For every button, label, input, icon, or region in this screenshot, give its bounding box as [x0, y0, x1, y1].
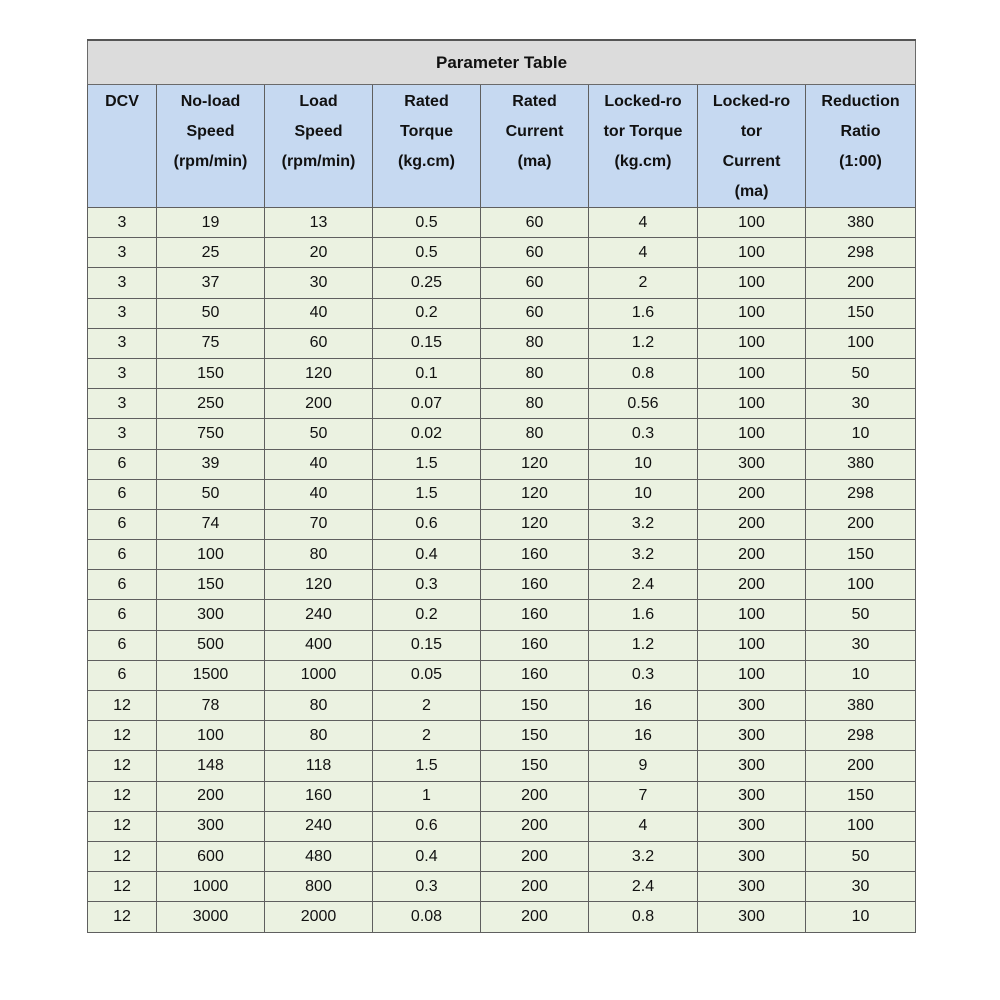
cell-load-speed: 80 [265, 540, 373, 570]
cell-no-load-speed: 50 [157, 479, 265, 509]
cell-rated-torque: 0.2 [373, 600, 481, 630]
cell-dcv: 3 [88, 389, 157, 419]
cell-locked-rotor-current: 100 [698, 298, 806, 328]
cell-dcv: 6 [88, 600, 157, 630]
cell-locked-rotor-torque: 1.2 [589, 328, 698, 358]
cell-reduction-ratio: 10 [806, 902, 916, 932]
cell-rated-torque: 1 [373, 781, 481, 811]
cell-no-load-speed: 50 [157, 298, 265, 328]
cell-reduction-ratio: 100 [806, 570, 916, 600]
cell-rated-current: 200 [481, 841, 589, 871]
table-row [88, 238, 916, 268]
cell-load-speed: 400 [265, 630, 373, 660]
cell-no-load-speed: 150 [157, 358, 265, 388]
cell-rated-current: 150 [481, 691, 589, 721]
cell-dcv: 3 [88, 268, 157, 298]
cell-load-speed: 120 [265, 570, 373, 600]
cell-locked-rotor-torque: 10 [589, 479, 698, 509]
cell-rated-current: 200 [481, 872, 589, 902]
cell-dcv: 12 [88, 691, 157, 721]
cell-locked-rotor-torque: 4 [589, 811, 698, 841]
cell-load-speed: 80 [265, 721, 373, 751]
cell-reduction-ratio: 100 [806, 328, 916, 358]
table-header-row [88, 85, 916, 208]
cell-reduction-ratio: 380 [806, 691, 916, 721]
cell-reduction-ratio: 380 [806, 208, 916, 238]
cell-reduction-ratio: 50 [806, 358, 916, 388]
cell-rated-torque: 1.5 [373, 449, 481, 479]
cell-no-load-speed: 25 [157, 238, 265, 268]
cell-locked-rotor-current: 200 [698, 570, 806, 600]
cell-load-speed: 240 [265, 811, 373, 841]
cell-locked-rotor-torque: 1.6 [589, 600, 698, 630]
cell-locked-rotor-torque: 1.6 [589, 298, 698, 328]
cell-no-load-speed: 3000 [157, 902, 265, 932]
cell-locked-rotor-current: 300 [698, 841, 806, 871]
cell-locked-rotor-torque: 3.2 [589, 540, 698, 570]
cell-reduction-ratio: 150 [806, 540, 916, 570]
cell-rated-torque: 0.3 [373, 872, 481, 902]
cell-dcv: 12 [88, 781, 157, 811]
cell-locked-rotor-torque: 2.4 [589, 872, 698, 902]
cell-locked-rotor-torque: 0.56 [589, 389, 698, 419]
cell-locked-rotor-current: 300 [698, 721, 806, 751]
cell-reduction-ratio: 380 [806, 449, 916, 479]
cell-load-speed: 118 [265, 751, 373, 781]
cell-reduction-ratio: 200 [806, 751, 916, 781]
cell-load-speed: 240 [265, 600, 373, 630]
cell-dcv: 12 [88, 902, 157, 932]
cell-no-load-speed: 300 [157, 600, 265, 630]
cell-no-load-speed: 100 [157, 540, 265, 570]
cell-dcv: 3 [88, 328, 157, 358]
cell-rated-current: 200 [481, 781, 589, 811]
cell-reduction-ratio: 298 [806, 238, 916, 268]
cell-load-speed: 160 [265, 781, 373, 811]
cell-reduction-ratio: 30 [806, 389, 916, 419]
cell-rated-current: 60 [481, 268, 589, 298]
cell-no-load-speed: 19 [157, 208, 265, 238]
cell-rated-torque: 0.15 [373, 630, 481, 660]
cell-rated-current: 200 [481, 902, 589, 932]
cell-rated-current: 80 [481, 358, 589, 388]
cell-dcv: 6 [88, 660, 157, 690]
cell-dcv: 6 [88, 630, 157, 660]
cell-locked-rotor-torque: 0.3 [589, 419, 698, 449]
cell-locked-rotor-torque: 0.8 [589, 358, 698, 388]
cell-locked-rotor-current: 100 [698, 268, 806, 298]
cell-reduction-ratio: 30 [806, 630, 916, 660]
cell-rated-torque: 0.6 [373, 509, 481, 539]
cell-no-load-speed: 78 [157, 691, 265, 721]
cell-locked-rotor-current: 300 [698, 449, 806, 479]
cell-rated-torque: 2 [373, 691, 481, 721]
cell-locked-rotor-current: 100 [698, 630, 806, 660]
cell-rated-torque: 0.4 [373, 841, 481, 871]
cell-no-load-speed: 148 [157, 751, 265, 781]
cell-dcv: 3 [88, 238, 157, 268]
cell-locked-rotor-torque: 3.2 [589, 509, 698, 539]
cell-locked-rotor-current: 300 [698, 902, 806, 932]
cell-reduction-ratio: 50 [806, 841, 916, 871]
table-row [88, 208, 916, 238]
table-row [88, 540, 916, 570]
cell-rated-torque: 0.2 [373, 298, 481, 328]
cell-rated-current: 160 [481, 570, 589, 600]
cell-load-speed: 13 [265, 208, 373, 238]
cell-load-speed: 20 [265, 238, 373, 268]
cell-load-speed: 120 [265, 358, 373, 388]
table-row [88, 449, 916, 479]
table-row [88, 660, 916, 690]
table-row [88, 389, 916, 419]
cell-locked-rotor-current: 300 [698, 691, 806, 721]
cell-dcv: 3 [88, 208, 157, 238]
table-row [88, 419, 916, 449]
table-row [88, 328, 916, 358]
cell-rated-torque: 0.25 [373, 268, 481, 298]
cell-locked-rotor-torque: 9 [589, 751, 698, 781]
cell-rated-torque: 0.07 [373, 389, 481, 419]
cell-rated-current: 80 [481, 328, 589, 358]
cell-reduction-ratio: 10 [806, 660, 916, 690]
cell-no-load-speed: 200 [157, 781, 265, 811]
cell-dcv: 3 [88, 419, 157, 449]
cell-rated-torque: 2 [373, 721, 481, 751]
cell-dcv: 12 [88, 751, 157, 781]
cell-locked-rotor-current: 100 [698, 389, 806, 419]
cell-locked-rotor-torque: 10 [589, 449, 698, 479]
cell-rated-current: 160 [481, 600, 589, 630]
cell-rated-torque: 0.15 [373, 328, 481, 358]
table-row [88, 570, 916, 600]
cell-load-speed: 40 [265, 298, 373, 328]
cell-rated-torque: 0.5 [373, 208, 481, 238]
cell-rated-current: 120 [481, 509, 589, 539]
table-row [88, 872, 916, 902]
cell-locked-rotor-current: 100 [698, 208, 806, 238]
cell-rated-torque: 0.08 [373, 902, 481, 932]
cell-load-speed: 60 [265, 328, 373, 358]
cell-locked-rotor-torque: 1.2 [589, 630, 698, 660]
cell-rated-current: 80 [481, 419, 589, 449]
cell-no-load-speed: 39 [157, 449, 265, 479]
cell-locked-rotor-current: 300 [698, 781, 806, 811]
cell-no-load-speed: 150 [157, 570, 265, 600]
cell-no-load-speed: 750 [157, 419, 265, 449]
cell-reduction-ratio: 298 [806, 479, 916, 509]
cell-locked-rotor-torque: 3.2 [589, 841, 698, 871]
cell-dcv: 12 [88, 872, 157, 902]
cell-reduction-ratio: 200 [806, 509, 916, 539]
cell-locked-rotor-current: 100 [698, 419, 806, 449]
cell-locked-rotor-torque: 16 [589, 691, 698, 721]
header-locked-rotor-current: Locked-ro tor Current (ma) [698, 85, 806, 208]
cell-dcv: 12 [88, 721, 157, 751]
cell-reduction-ratio: 150 [806, 781, 916, 811]
cell-rated-torque: 0.1 [373, 358, 481, 388]
cell-rated-current: 200 [481, 811, 589, 841]
table-row [88, 751, 916, 781]
table-row [88, 811, 916, 841]
cell-locked-rotor-torque: 4 [589, 238, 698, 268]
cell-no-load-speed: 300 [157, 811, 265, 841]
cell-reduction-ratio: 100 [806, 811, 916, 841]
cell-locked-rotor-torque: 2 [589, 268, 698, 298]
cell-rated-torque: 0.4 [373, 540, 481, 570]
cell-rated-current: 60 [481, 208, 589, 238]
cell-reduction-ratio: 50 [806, 600, 916, 630]
cell-no-load-speed: 1500 [157, 660, 265, 690]
table-row [88, 600, 916, 630]
table-row [88, 691, 916, 721]
cell-rated-current: 160 [481, 660, 589, 690]
table-row [88, 841, 916, 871]
table-row [88, 781, 916, 811]
cell-load-speed: 70 [265, 509, 373, 539]
table-row [88, 509, 916, 539]
cell-no-load-speed: 250 [157, 389, 265, 419]
cell-reduction-ratio: 150 [806, 298, 916, 328]
cell-rated-torque: 1.5 [373, 479, 481, 509]
table-body [88, 208, 916, 933]
cell-no-load-speed: 500 [157, 630, 265, 660]
cell-locked-rotor-current: 200 [698, 479, 806, 509]
table-row [88, 479, 916, 509]
cell-locked-rotor-torque: 0.3 [589, 660, 698, 690]
cell-rated-current: 150 [481, 721, 589, 751]
cell-locked-rotor-current: 100 [698, 238, 806, 268]
parameter-table [87, 39, 916, 933]
cell-locked-rotor-current: 300 [698, 872, 806, 902]
table-title: Parameter Table [88, 40, 916, 85]
cell-load-speed: 1000 [265, 660, 373, 690]
cell-locked-rotor-current: 200 [698, 509, 806, 539]
header-locked-rotor-torque: Locked-ro tor Torque (kg.cm) [589, 85, 698, 208]
cell-reduction-ratio: 200 [806, 268, 916, 298]
parameter-table-container [87, 39, 915, 933]
cell-rated-current: 60 [481, 238, 589, 268]
table-row [88, 630, 916, 660]
cell-dcv: 3 [88, 298, 157, 328]
cell-rated-current: 160 [481, 540, 589, 570]
cell-rated-current: 150 [481, 751, 589, 781]
table-row [88, 358, 916, 388]
cell-locked-rotor-current: 300 [698, 811, 806, 841]
header-rated-current: Rated Current (ma) [481, 85, 589, 208]
cell-locked-rotor-torque: 2.4 [589, 570, 698, 600]
cell-locked-rotor-current: 300 [698, 751, 806, 781]
cell-dcv: 12 [88, 811, 157, 841]
header-no-load-speed: No-load Speed (rpm/min) [157, 85, 265, 208]
cell-no-load-speed: 75 [157, 328, 265, 358]
table-row [88, 298, 916, 328]
cell-load-speed: 480 [265, 841, 373, 871]
header-load-speed: Load Speed (rpm/min) [265, 85, 373, 208]
cell-no-load-speed: 74 [157, 509, 265, 539]
cell-locked-rotor-torque: 0.8 [589, 902, 698, 932]
cell-locked-rotor-current: 200 [698, 540, 806, 570]
cell-rated-torque: 1.5 [373, 751, 481, 781]
table-row [88, 268, 916, 298]
cell-rated-torque: 0.05 [373, 660, 481, 690]
cell-locked-rotor-torque: 7 [589, 781, 698, 811]
cell-load-speed: 50 [265, 419, 373, 449]
cell-dcv: 6 [88, 570, 157, 600]
cell-no-load-speed: 1000 [157, 872, 265, 902]
cell-reduction-ratio: 30 [806, 872, 916, 902]
cell-rated-current: 160 [481, 630, 589, 660]
cell-rated-torque: 0.5 [373, 238, 481, 268]
cell-rated-torque: 0.6 [373, 811, 481, 841]
cell-load-speed: 40 [265, 449, 373, 479]
cell-dcv: 12 [88, 841, 157, 871]
cell-no-load-speed: 100 [157, 721, 265, 751]
header-dcv: DCV [88, 85, 157, 208]
cell-rated-torque: 0.02 [373, 419, 481, 449]
cell-load-speed: 200 [265, 389, 373, 419]
cell-dcv: 3 [88, 358, 157, 388]
cell-no-load-speed: 37 [157, 268, 265, 298]
cell-load-speed: 80 [265, 691, 373, 721]
cell-rated-current: 60 [481, 298, 589, 328]
cell-load-speed: 800 [265, 872, 373, 902]
cell-reduction-ratio: 298 [806, 721, 916, 751]
table-title-row [88, 40, 916, 85]
cell-dcv: 6 [88, 540, 157, 570]
cell-rated-current: 120 [481, 479, 589, 509]
cell-locked-rotor-current: 100 [698, 660, 806, 690]
cell-locked-rotor-current: 100 [698, 328, 806, 358]
cell-no-load-speed: 600 [157, 841, 265, 871]
header-reduction-ratio: Reduction Ratio (1:00) [806, 85, 916, 208]
header-rated-torque: Rated Torque (kg.cm) [373, 85, 481, 208]
cell-locked-rotor-current: 100 [698, 358, 806, 388]
cell-dcv: 6 [88, 479, 157, 509]
cell-locked-rotor-current: 100 [698, 600, 806, 630]
cell-load-speed: 2000 [265, 902, 373, 932]
table-row [88, 721, 916, 751]
cell-locked-rotor-torque: 16 [589, 721, 698, 751]
cell-rated-torque: 0.3 [373, 570, 481, 600]
cell-rated-current: 80 [481, 389, 589, 419]
cell-reduction-ratio: 10 [806, 419, 916, 449]
cell-dcv: 6 [88, 449, 157, 479]
cell-dcv: 6 [88, 509, 157, 539]
cell-locked-rotor-torque: 4 [589, 208, 698, 238]
table-row [88, 902, 916, 932]
cell-load-speed: 40 [265, 479, 373, 509]
cell-rated-current: 120 [481, 449, 589, 479]
cell-load-speed: 30 [265, 268, 373, 298]
